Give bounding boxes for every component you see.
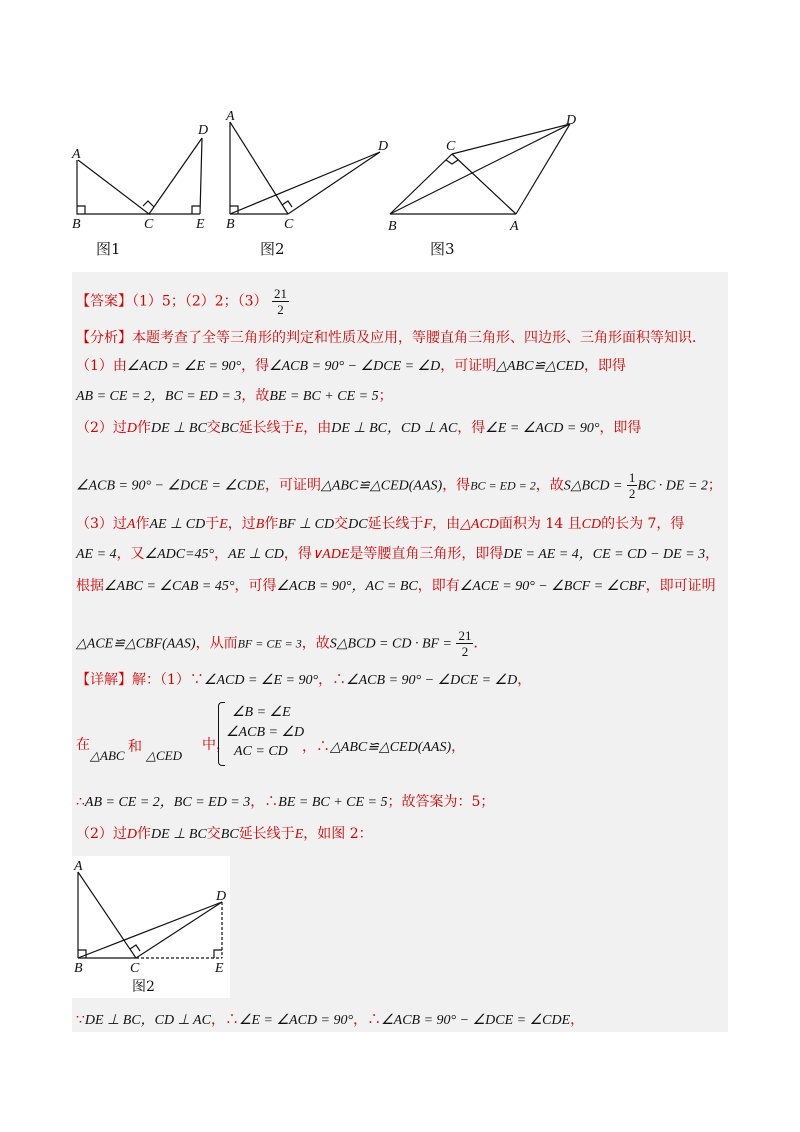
text: 交: [206, 826, 221, 842]
text: ，得: [241, 358, 270, 374]
math: △ABC≌△CED(AAS): [321, 478, 443, 494]
text: ，: [451, 739, 466, 755]
text: ，: [705, 546, 720, 562]
text: 作: [137, 420, 152, 436]
text: ，即可证明: [645, 578, 716, 594]
answer-fraction: [272, 286, 289, 317]
math: ∨ADE: [311, 547, 350, 562]
text: ，故: [301, 635, 330, 652]
text: ，即得: [583, 358, 626, 374]
fig2-point-b: B: [226, 217, 235, 232]
fig1-point-b: B: [72, 217, 81, 232]
analysis-p3-line2: [76, 544, 719, 565]
text: ，又: [116, 546, 145, 562]
math: ∠ACB = 90° − ∠DCE = ∠CDE: [76, 478, 266, 494]
text: 解：（1）∵: [132, 672, 204, 688]
math: S△BCD =: [563, 478, 623, 494]
answer-text: （1）5；（2）2；（3）: [132, 293, 268, 310]
detail-fig-point-e: E: [215, 961, 224, 976]
text: ，过: [227, 516, 256, 532]
analysis-label: 【分析】: [76, 330, 132, 346]
math: AB = CE = 2，BC = ED = 3: [84, 795, 251, 810]
text: （3）过: [76, 516, 127, 532]
fig3-point-c: C: [446, 139, 456, 154]
system-eq-2: ∠ACB = ∠D: [226, 725, 305, 740]
fig3-point-b: B: [388, 219, 397, 234]
system-eq-3: AC = CD: [234, 744, 288, 759]
fig1-point-c: C: [144, 217, 154, 232]
figure-1: [77, 138, 202, 214]
answer-frac-num: 21: [274, 286, 287, 301]
analysis-intro-text: 本题考查了全等三角形的判定和性质及应用，等腰直角三角形、四边形、三角形面积等知识．: [132, 330, 706, 346]
math: ∠ACD = ∠E = 90°: [126, 359, 242, 374]
math: DE ⊥ BC，CD ⊥ AC: [331, 421, 458, 436]
text: ，得: [442, 477, 471, 494]
frac-den: 2: [628, 486, 636, 501]
text: ，从而: [195, 635, 238, 652]
text: ，∴: [353, 1012, 382, 1028]
text: ，: [570, 1012, 585, 1028]
text: F: [423, 517, 433, 532]
math: DE = AE = 4，CE = CD − DE = 3: [503, 547, 706, 562]
math: △ACD: [460, 517, 499, 532]
text: ，可证明: [265, 477, 322, 494]
analysis-p1-line2: [76, 386, 393, 407]
text: E: [219, 517, 228, 532]
text: ，得: [457, 420, 486, 436]
detail-and: 和: [128, 739, 142, 755]
text: ，可得: [234, 578, 277, 594]
text: （2）过: [76, 420, 127, 436]
math: △ABC≌△CED: [496, 359, 584, 374]
detail-line5: [76, 1010, 584, 1031]
analysis-intro: [76, 328, 706, 348]
math: ∠ACB = 90° − ∠DCE = ∠CDE: [381, 1013, 571, 1028]
text: ，可证明: [440, 358, 497, 374]
fig1-point-d: D: [198, 123, 209, 138]
answer-line: [76, 286, 289, 317]
math: ∠E = ∠ACD = 90°: [238, 1013, 354, 1028]
text: ，即有: [417, 578, 460, 594]
text: ，∴: [302, 739, 330, 755]
detail-fig-point-a: A: [74, 859, 83, 874]
analysis-p3-line1: [76, 514, 684, 535]
analysis-p3-line4: [76, 628, 487, 659]
analysis-p2-line2: [76, 470, 722, 501]
text: ∴: [76, 794, 85, 810]
analysis-p2-line1: [76, 418, 641, 439]
math: S△BCD = CD · BF =: [329, 636, 452, 652]
math: AB = CE = 2，BC = ED = 3: [76, 389, 242, 404]
math: ∠ADC=45°: [144, 547, 215, 562]
frac-num: 21: [458, 628, 472, 643]
math: BC · DE = 2: [637, 478, 708, 494]
math: ∠ACB = 90° − ∠DCE = ∠D: [346, 673, 518, 688]
text: ，∴: [318, 672, 347, 688]
text: ，故: [535, 477, 564, 494]
math: DC: [348, 517, 368, 532]
fig1-point-e: E: [196, 217, 205, 232]
fig2-point-a: A: [226, 109, 235, 124]
analysis-p3-fraction: [456, 628, 473, 659]
text: 是等腰直角三角形，即得: [349, 546, 504, 562]
math: AE ⊥ CD: [228, 547, 284, 562]
math: DE ⊥ BC: [151, 421, 207, 436]
math: ∠ACB = 90°，AC = BC: [276, 579, 418, 594]
math: ∠ACB = 90° − ∠DCE = ∠D: [269, 359, 441, 374]
detail-line3: [76, 792, 494, 813]
text: 的长为 7，得: [601, 516, 685, 532]
math: BF ⊥ CD: [278, 517, 335, 532]
fig1-point-a: A: [72, 147, 81, 162]
detail-line2-conclusion: [302, 736, 465, 756]
fig1-caption: 图1: [96, 240, 121, 258]
analysis-p3-line3: [76, 576, 716, 597]
text: ；故答案为：5；: [387, 794, 495, 810]
math: CD: [581, 517, 602, 532]
figure-2: [230, 122, 380, 214]
system-brace: [218, 702, 225, 766]
analysis-p2-fraction: [627, 470, 638, 501]
math: ∠ACE = 90° − ∠BCF = ∠CBF: [459, 579, 646, 594]
math: BC: [220, 421, 239, 436]
math: AE = 4: [76, 547, 117, 562]
answer-frac-den: 2: [277, 302, 284, 317]
math: DE ⊥ BC: [151, 827, 207, 842]
text: D: [126, 827, 138, 842]
math: BE = BC + CE = 5: [269, 389, 379, 404]
text: E: [294, 827, 304, 842]
text: B: [255, 517, 265, 532]
math: ∠E = ∠ACD = 90°: [485, 421, 600, 436]
analysis-p1-line1: [76, 356, 626, 377]
detail-triangle-ced: △CED: [146, 748, 182, 763]
text: ，: [214, 546, 229, 562]
text: ，得: [283, 546, 312, 562]
answer-label: 【答案】: [76, 293, 132, 310]
detail-label: 【详解】: [76, 672, 132, 688]
text: 延长线于: [238, 826, 295, 842]
fig2-caption: 图2: [260, 240, 285, 258]
text: D: [126, 421, 138, 436]
text: 延长线于: [367, 516, 424, 532]
detail-line4: [76, 824, 373, 845]
math: ∠ACD = ∠E = 90°: [203, 673, 319, 688]
text: ，由: [432, 516, 461, 532]
text: 面积为 14 且: [498, 516, 582, 532]
fig3-point-a: A: [510, 219, 519, 234]
detail-fig-caption: 图2: [132, 979, 155, 995]
text: ；: [378, 388, 393, 404]
detail-fig-point-c: C: [130, 961, 140, 976]
system-eq-1: ∠B = ∠E: [232, 705, 291, 720]
text: ，即得: [599, 420, 642, 436]
text: （2）过: [76, 826, 127, 842]
text: 作: [264, 516, 279, 532]
text: ，∴: [250, 794, 279, 810]
text: 交: [334, 516, 349, 532]
fig2-point-c: C: [284, 217, 294, 232]
fig2-point-d: D: [378, 139, 389, 154]
math: BC: [220, 827, 239, 842]
detail-fig-point-d: D: [216, 889, 227, 904]
text: 根据: [76, 578, 104, 594]
frac-num: 1: [628, 470, 636, 485]
text: ，如图 2：: [303, 826, 373, 842]
text: 作: [135, 516, 150, 532]
math: BE = BC + CE = 5: [278, 795, 388, 810]
text: A: [126, 517, 136, 532]
text: 于: [205, 516, 220, 532]
text: ∵: [76, 1012, 85, 1028]
math: △ACE≌△CBF(AAS): [76, 636, 196, 652]
math: △ABC≌△CED(AAS): [330, 740, 452, 755]
text: 作: [137, 826, 152, 842]
detail-in: 在: [76, 737, 90, 753]
math: DE ⊥ BC，CD ⊥ AC: [84, 1013, 211, 1028]
detail-fig-point-b: B: [74, 961, 83, 976]
text: ，: [517, 672, 532, 688]
math: AE ⊥ CD: [149, 517, 206, 532]
fig3-caption: 图3: [430, 240, 455, 258]
math: BF = CE = 3: [237, 636, 302, 651]
text: ．: [473, 635, 488, 652]
text: ，由: [303, 420, 332, 436]
text: ；: [707, 477, 722, 494]
fig3-point-d: D: [566, 113, 577, 128]
detail-line1: [76, 670, 531, 691]
text: 延长线于: [238, 420, 295, 436]
text: E: [294, 421, 304, 436]
math: BC = ED = 2: [470, 478, 536, 493]
text: ，∴: [210, 1012, 239, 1028]
math: ∠ABC = ∠CAB = 45°: [104, 579, 235, 594]
detail-middle: 中，: [202, 737, 230, 753]
figure-3: [390, 124, 570, 214]
detail-triangle-abc: △ABC: [90, 748, 125, 763]
frac-den: 2: [461, 644, 469, 659]
text: ，故: [241, 388, 270, 404]
text: 交: [206, 420, 221, 436]
text: （1）由: [76, 358, 127, 374]
figures-top: [60, 100, 620, 260]
